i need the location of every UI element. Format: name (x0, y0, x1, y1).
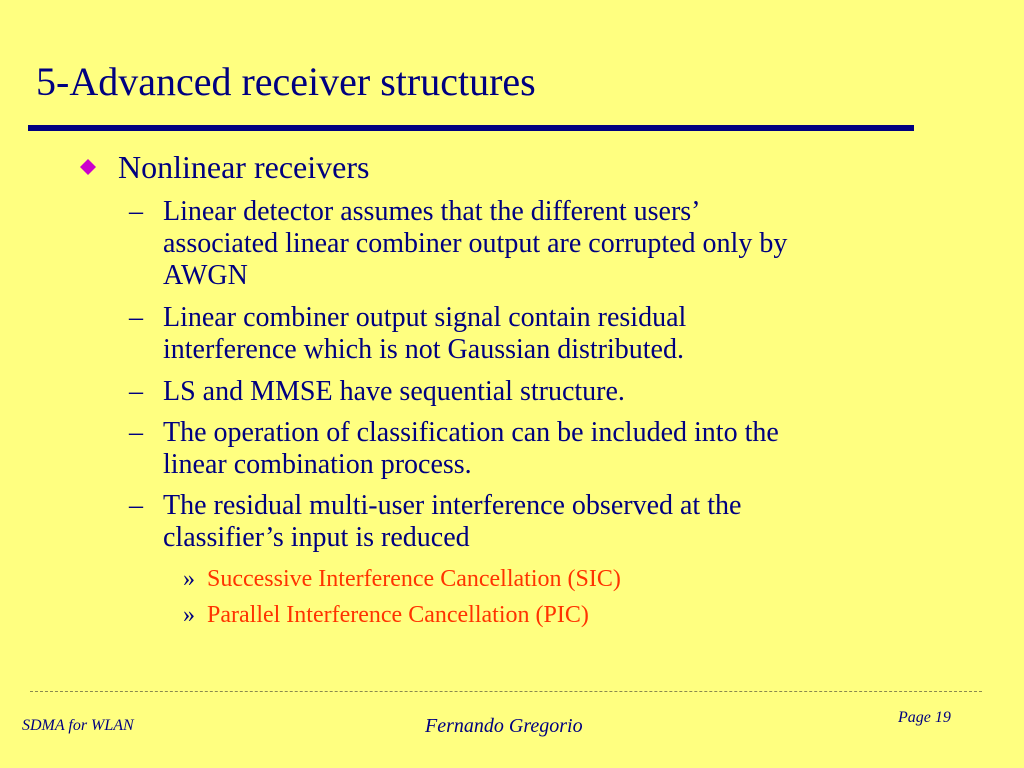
subitem-line: classifier’s input is reduced (163, 522, 470, 553)
subsubitem-text: Successive Interference Cancellation (SIC) (207, 566, 621, 592)
subitem-line: interference which is not Gaussian distributed. (163, 334, 684, 365)
subitem-line: AWGN (163, 260, 248, 291)
subitem-text (163, 490, 933, 554)
footer-page-number: Page 19 (898, 709, 951, 726)
dash-marker: – (129, 302, 143, 333)
title-underline (28, 125, 914, 131)
dash-marker: – (129, 196, 143, 227)
dash-marker: – (129, 417, 143, 448)
subitem-text (163, 196, 933, 292)
subitem-line: Linear detector assumes that the different users’ (163, 196, 701, 227)
diamond-bullet-icon (80, 159, 96, 175)
chevron-marker: » (183, 602, 195, 628)
subitem-line: associated linear combiner output are corrupted only by (163, 228, 788, 259)
footer-course-title: SDMA for WLAN (22, 717, 134, 734)
subitem-line: LS and MMSE have sequential structure. (163, 376, 625, 407)
bullet-text: Nonlinear receivers (118, 149, 370, 185)
dash-marker: – (129, 490, 143, 521)
chevron-marker: » (183, 566, 195, 592)
subitem-line: The operation of classification can be included into the (163, 417, 779, 448)
subitem-line: The residual multi-user interference observed at the (163, 490, 742, 521)
slide-title: 5-Advanced receiver structures (36, 59, 536, 104)
subitem-text (163, 376, 933, 408)
subitem-text (163, 417, 933, 481)
subsubitem-text: Parallel Interference Cancellation (PIC) (207, 602, 589, 628)
footer-author: Fernando Gregorio (425, 715, 583, 737)
subitem-line: linear combination process. (163, 449, 472, 480)
subitem-line: Linear combiner output signal contain residual (163, 302, 687, 333)
dash-marker: – (129, 376, 143, 407)
footer-divider (30, 691, 982, 692)
subitem-text (163, 302, 933, 366)
